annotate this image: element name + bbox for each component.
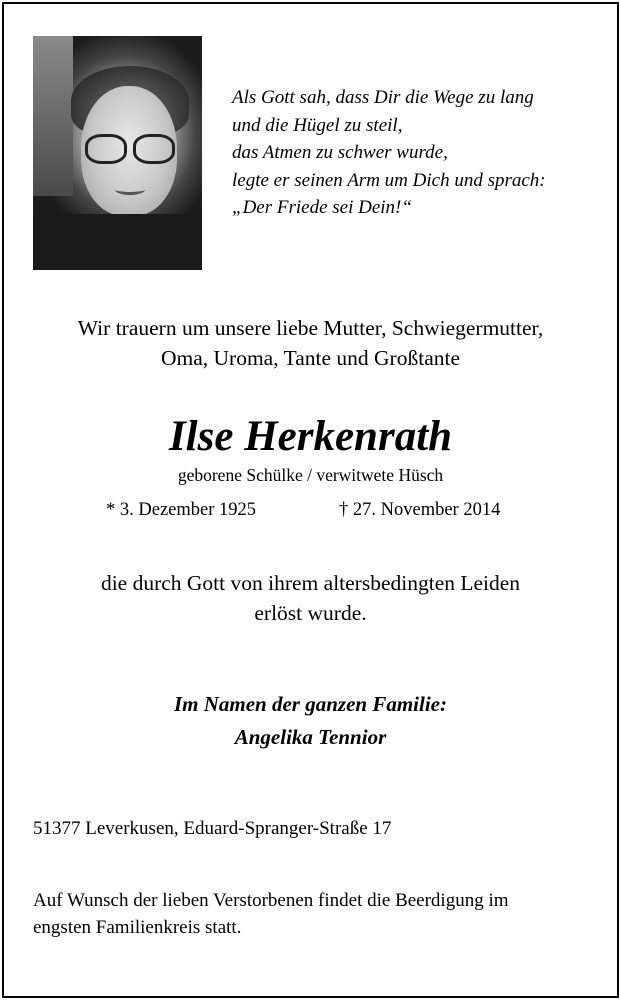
photo-glasses-left — [85, 134, 127, 164]
passing-line-1: die durch Gott von ihrem altersbedingten Leiden — [100, 571, 521, 595]
photo-glasses-right — [133, 134, 175, 164]
poem — [232, 84, 612, 222]
poem-line: legte er seinen Arm um Dich und sprach: — [232, 169, 546, 191]
portrait-photo — [33, 36, 202, 270]
maiden-name: geborene Schülke / verwitwete Hüsch — [177, 465, 444, 485]
address: 51377 Leverkusen, Eduard-Spranger-Straße 17 — [33, 818, 392, 839]
photo-mouth — [115, 184, 145, 195]
photo-clothing — [33, 214, 202, 270]
family-line-1: Im Namen der ganzen Familie: — [173, 692, 447, 716]
note-line-1: Auf Wunsch der lieben Verstorbenen findet die Beerdigung im — [33, 890, 509, 911]
passing-text — [0, 569, 621, 628]
funeral-note — [33, 888, 593, 941]
note-line-2: engsten Familienkreis statt. — [33, 916, 242, 938]
passing-line-2: erlöst wurde. — [254, 600, 367, 625]
intro-line-2: Oma, Uroma, Tante und Großtante — [160, 345, 461, 370]
intro-line-1: Wir trauern um unsere liebe Mutter, Schwiegermutter, — [77, 316, 544, 340]
birth-date: * 3. Dezember 1925 — [106, 500, 257, 520]
poem-line: das Atmen zu schwer wurde, — [232, 142, 448, 163]
poem-line: „Der Friede sei Dein!“ — [232, 197, 412, 218]
mourning-intro — [0, 314, 621, 373]
photo-background — [33, 36, 73, 196]
deceased-name: Ilse Herkenrath — [168, 413, 453, 460]
poem-line: und die Hügel zu steil, — [232, 114, 403, 136]
family-signature — [0, 688, 621, 754]
family-line-2: Angelika Tennior — [234, 725, 387, 749]
death-date: † 27. November 2014 — [339, 500, 501, 520]
poem-line: Als Gott sah, dass Dir die Wege zu lang — [232, 87, 534, 108]
